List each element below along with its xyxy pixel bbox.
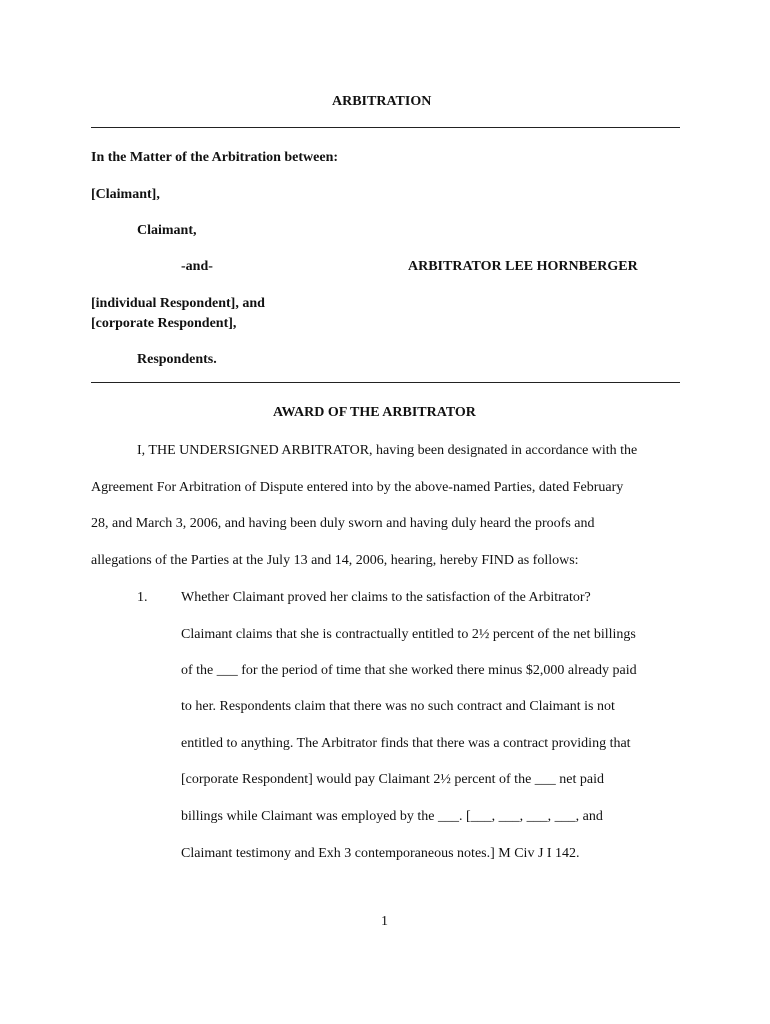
intro-line: Agreement For Arbitration of Dispute entered into by the above-named Parties, dated February — [91, 480, 624, 495]
intro-line: I, THE UNDERSIGNED ARBITRATOR, having been designated in accordance with the — [137, 443, 638, 458]
claimant-name: [Claimant], — [91, 187, 160, 202]
award-title: AWARD OF THE ARBITRATOR — [273, 405, 476, 420]
document-heading: ARBITRATION — [332, 94, 432, 109]
finding-line: to her. Respondents claim that there was no such contract and Claimant is not — [181, 699, 615, 714]
and-separator: -and- — [181, 259, 213, 274]
bottom-divider — [91, 382, 680, 383]
respondent-corporate: [corporate Respondent], — [91, 316, 237, 331]
item-question: Whether Claimant proved her claims to the satisfaction of the Arbitrator? — [181, 590, 591, 605]
intro-line: 28, and March 3, 2006, and having been duly sworn and having duly heard the proofs and — [91, 516, 595, 531]
intro-line: allegations of the Parties at the July 13 and 14, 2006, hearing, hereby FIND as follows: — [91, 553, 579, 568]
finding-line: billings while Claimant was employed by the ___. [___, ___, ___, ___, and — [181, 809, 603, 824]
arbitrator-name: ARBITRATOR LEE HORNBERGER — [408, 259, 638, 274]
finding-line: [corporate Respondent] would pay Claimant 2½ percent of the ___ net paid — [181, 772, 604, 787]
finding-line: of the ___ for the period of time that she worked there minus $2,000 already paid — [181, 663, 637, 678]
respondents-role: Respondents. — [137, 352, 217, 367]
claimant-role: Claimant, — [137, 223, 197, 238]
finding-line: entitled to anything. The Arbitrator finds that there was a contract providing that — [181, 736, 631, 751]
matter-line: In the Matter of the Arbitration between: — [91, 150, 339, 165]
item-number: 1. — [137, 590, 148, 605]
top-divider — [91, 127, 680, 128]
page-number: 1 — [381, 914, 388, 929]
respondent-individual: [individual Respondent], and — [91, 296, 265, 311]
finding-line: Claimant claims that she is contractually entitled to 2½ percent of the net billings — [181, 627, 636, 642]
finding-line: Claimant testimony and Exh 3 contemporaneous notes.] M Civ J I 142. — [181, 846, 580, 861]
